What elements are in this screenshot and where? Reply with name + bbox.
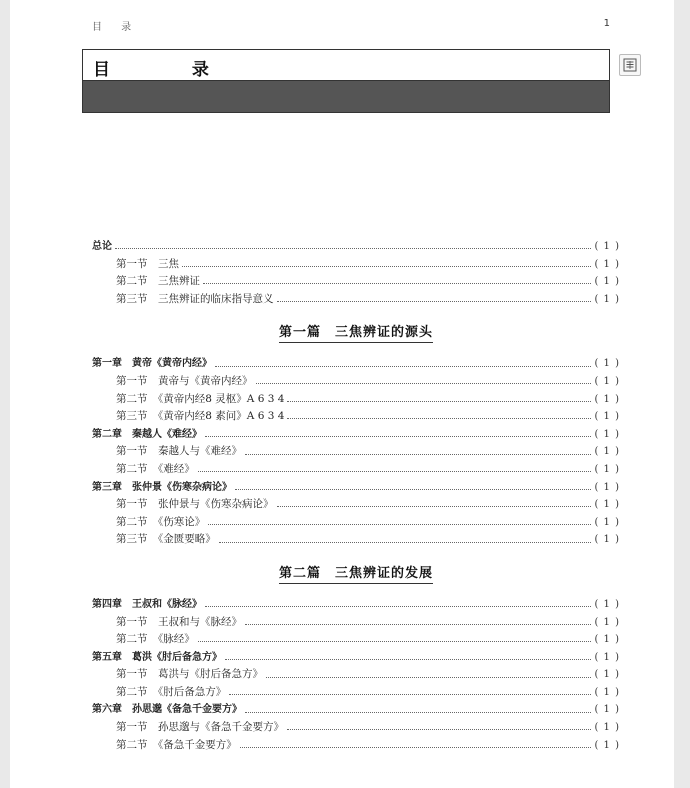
dot-leader — [287, 401, 591, 402]
dot-leader — [203, 283, 591, 284]
running-header-page-number: 1 — [603, 18, 610, 29]
toc-entry-page: ( 1 ) — [594, 598, 620, 610]
part-heading-1-text: 第一篇 三焦辨证的源头 — [279, 321, 433, 343]
toc-chapter-row[interactable] — [92, 426, 620, 444]
document-page — [10, 0, 674, 788]
toc-entry-label: 第二节 《伤寒论》 — [116, 514, 207, 532]
toc-entry-label: 第三节 《金匮要略》 — [116, 531, 218, 549]
toc-section-row[interactable] — [92, 256, 620, 274]
toc-entry-page: ( 1 ) — [594, 669, 620, 681]
toc-entry-page: ( 1 ) — [594, 651, 620, 663]
toc-entry-label: 第一节 葛洪与《肘后备急方》 — [116, 666, 265, 684]
dot-leader — [245, 454, 591, 455]
dot-leader — [225, 659, 591, 660]
toc-chapter-row[interactable] — [92, 479, 620, 497]
dot-leader — [182, 266, 591, 267]
toc-entry-page: ( 1 ) — [594, 634, 620, 646]
toc-entry-page: ( 1 ) — [594, 241, 620, 252]
dot-leader — [287, 418, 591, 419]
toc-entry-page: ( 1 ) — [594, 463, 620, 475]
dot-leader — [208, 524, 591, 525]
toc-entry-page: ( 1 ) — [594, 446, 620, 458]
dot-leader — [219, 542, 592, 543]
toc-chapter-row[interactable] — [92, 649, 620, 667]
dot-leader — [277, 301, 592, 302]
toc-section-row[interactable] — [92, 684, 620, 702]
running-header — [92, 18, 610, 34]
dot-leader — [205, 606, 591, 607]
dot-leader — [235, 489, 591, 490]
part-heading-2 — [92, 549, 620, 596]
toc-section-row[interactable] — [92, 291, 620, 309]
toc-entry-page: ( 1 ) — [594, 358, 620, 370]
toc-entry-label: 第二节 《难经》 — [116, 461, 197, 479]
toc-entry-label: 第一节 黄帝与《黄帝内经》 — [116, 373, 255, 391]
toc-entry-label: 第三章 张仲景《伤寒杂病论》 — [92, 479, 234, 497]
dot-leader — [245, 712, 591, 713]
dot-leader — [205, 436, 591, 437]
toc-entry-page: ( 1 ) — [594, 481, 620, 493]
dot-leader — [240, 747, 592, 748]
fit-page-button[interactable] — [619, 54, 641, 76]
toc-section-row[interactable] — [92, 514, 620, 532]
toc-entry-page: ( 1 ) — [594, 499, 620, 511]
dot-leader — [198, 471, 592, 472]
dot-leader — [215, 366, 591, 367]
toc-entry-page: ( 1 ) — [594, 534, 620, 546]
toc-entry-page: ( 1 ) — [594, 258, 620, 270]
toc-section-row[interactable] — [92, 273, 620, 291]
title-row — [83, 50, 609, 81]
toc-entry-label: 第二章 秦越人《难经》 — [92, 426, 204, 444]
page-title: 目 录 — [93, 60, 247, 80]
dot-leader — [256, 383, 592, 384]
toc-entry-label: 第三节 《黄帝内经8 素问》A 6 3 4 — [116, 408, 286, 426]
dot-leader — [266, 677, 591, 678]
toc-entry-label: 总论 — [92, 238, 114, 256]
toc-entry-page: ( 1 ) — [594, 411, 620, 423]
toc-entry-label: 第一章 黄帝《黄帝内经》 — [92, 355, 214, 373]
toc-entry-page: ( 1 ) — [594, 276, 620, 288]
dot-leader — [115, 248, 591, 249]
toc-section-row[interactable] — [92, 496, 620, 514]
toc-entry-page: ( 1 ) — [594, 393, 620, 405]
toc-entry-page: ( 1 ) — [594, 616, 620, 628]
toc-entry-label: 第一节 孙思邈与《备急千金要方》 — [116, 719, 286, 737]
toc-part2-list — [92, 596, 620, 754]
toc-entry-page: ( 1 ) — [594, 428, 620, 440]
toc-entry-page: ( 1 ) — [594, 375, 620, 387]
toc-section-row[interactable] — [92, 614, 620, 632]
toc-entry-label: 第一节 张仲景与《伤寒杂病论》 — [116, 496, 276, 514]
toc-chapter-row[interactable] — [92, 701, 620, 719]
toc-entry-label: 第二节 《黄帝内经8 灵枢》A 6 3 4 — [116, 391, 286, 409]
toc-section-row[interactable] — [92, 719, 620, 737]
dot-leader — [229, 694, 591, 695]
toc-entry-label: 第五章 葛洪《肘后备急方》 — [92, 649, 224, 667]
part-heading-2-text: 第二篇 三焦辨证的发展 — [279, 562, 433, 584]
toc-entry-label: 第二节 《脉经》 — [116, 631, 197, 649]
toc-section-row[interactable] — [92, 373, 620, 391]
table-of-contents — [92, 238, 620, 754]
toc-chapter-row[interactable] — [92, 238, 620, 256]
dot-leader — [245, 624, 591, 625]
toc-entry-page: ( 1 ) — [594, 704, 620, 716]
toc-entry-label: 第一节 三焦 — [116, 256, 181, 274]
dot-leader — [198, 641, 592, 642]
toc-entry-page: ( 1 ) — [594, 686, 620, 698]
title-band — [83, 81, 609, 112]
toc-entry-label: 第四章 王叔和《脉经》 — [92, 596, 204, 614]
toc-section-row[interactable] — [92, 391, 620, 409]
toc-intro-list — [92, 238, 620, 308]
toc-section-row[interactable] — [92, 443, 620, 461]
toc-entry-page: ( 1 ) — [594, 722, 620, 734]
toc-chapter-row[interactable] — [92, 596, 620, 614]
toc-entry-page: ( 1 ) — [594, 293, 620, 305]
running-header-title: 目 录 — [92, 22, 140, 33]
toc-entry-page: ( 1 ) — [594, 739, 620, 751]
toc-entry-label: 第二节 《备急千金要方》 — [116, 737, 239, 755]
toc-section-row[interactable] — [92, 461, 620, 479]
dot-leader — [277, 506, 592, 507]
part-heading-1 — [92, 308, 620, 355]
toc-section-row[interactable] — [92, 531, 620, 549]
toc-section-row[interactable] — [92, 631, 620, 649]
toc-section-row[interactable] — [92, 666, 620, 684]
toc-entry-label: 第一节 秦越人与《难经》 — [116, 443, 244, 461]
toc-part1-list — [92, 355, 620, 549]
toc-entry-label: 第六章 孙思邈《备急千金要方》 — [92, 701, 244, 719]
toc-entry-label: 第二节 《肘后备急方》 — [116, 684, 228, 702]
title-box — [82, 49, 610, 113]
toc-entry-label: 第一节 王叔和与《脉经》 — [116, 614, 244, 632]
toc-chapter-row[interactable] — [92, 355, 620, 373]
fit-page-icon — [623, 58, 637, 72]
toc-section-row[interactable] — [92, 408, 620, 426]
toc-entry-page: ( 1 ) — [594, 516, 620, 528]
toc-entry-label: 第二节 三焦辨证 — [116, 273, 202, 291]
toc-entry-label: 第三节 三焦辨证的临床指导意义 — [116, 291, 276, 309]
dot-leader — [287, 729, 591, 730]
toc-section-row[interactable] — [92, 737, 620, 755]
